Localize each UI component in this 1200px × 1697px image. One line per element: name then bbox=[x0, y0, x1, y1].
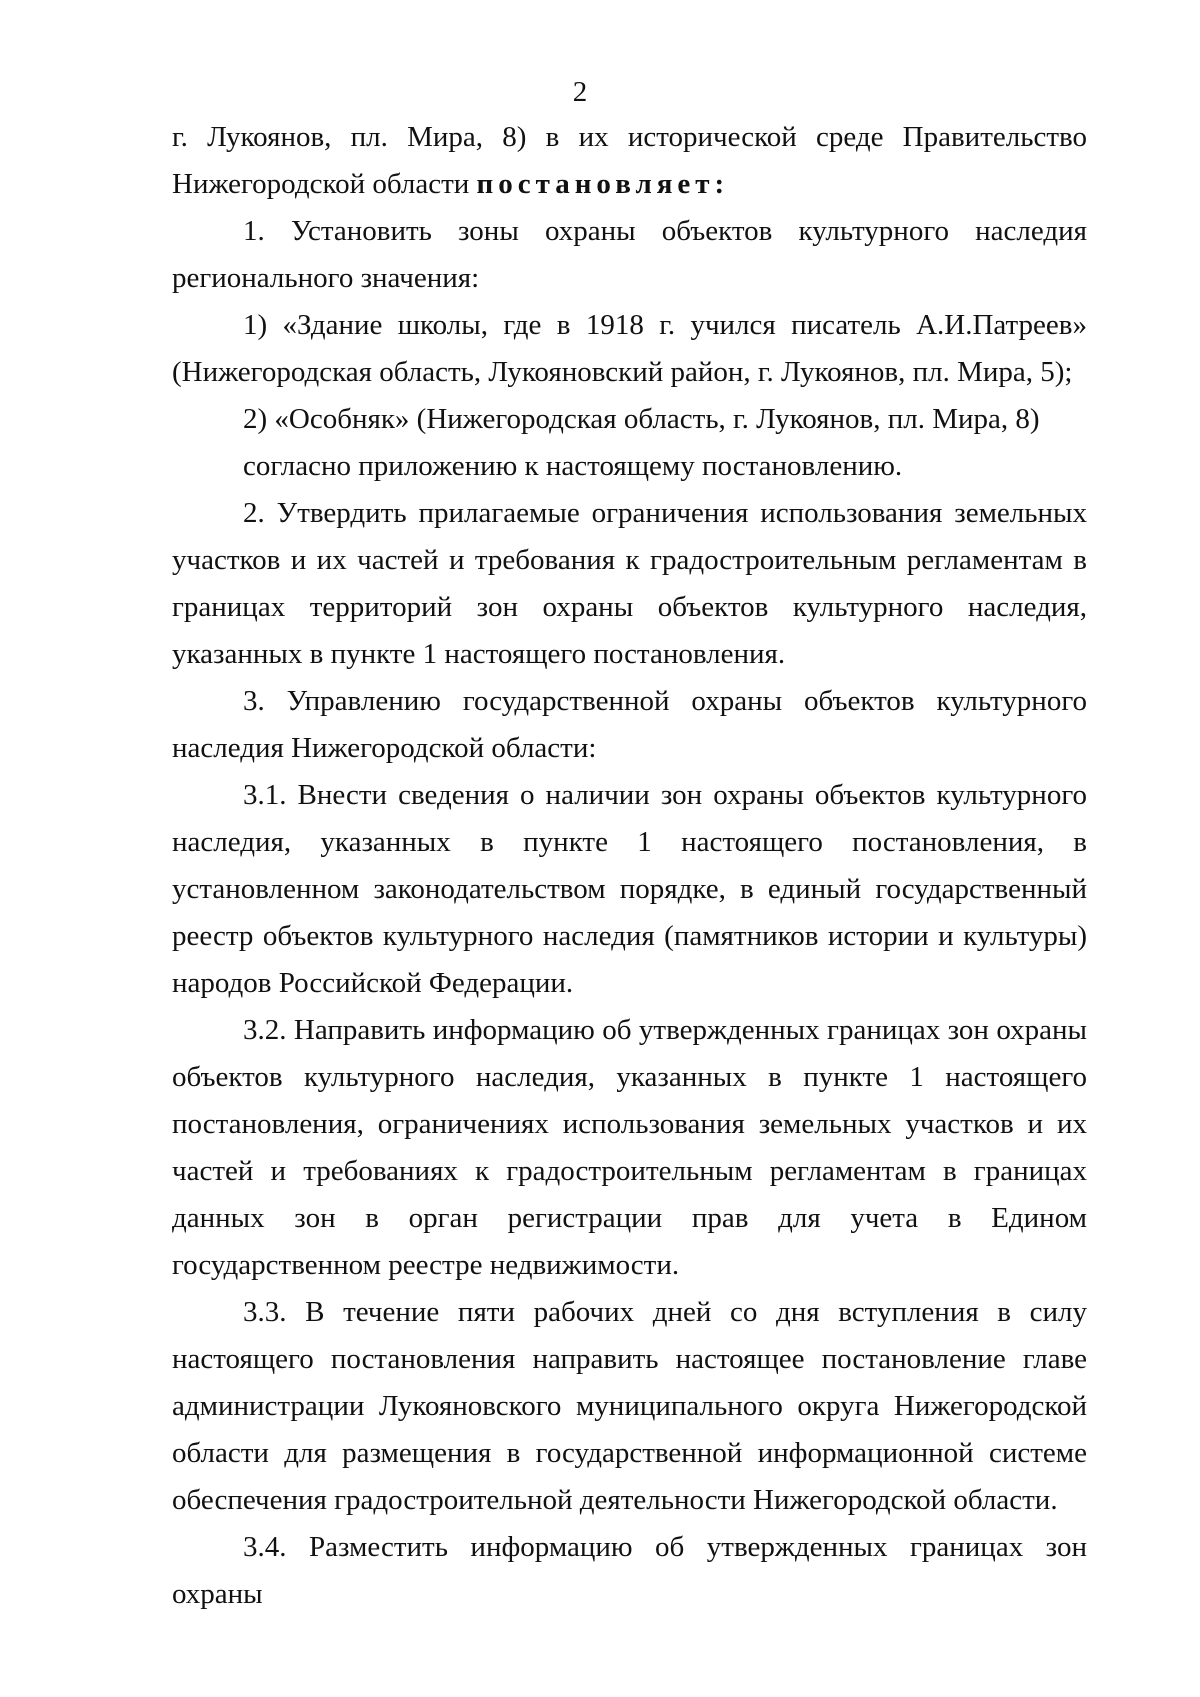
paragraph-1: 1. Установить зоны охраны объектов культурного наследия регионального значения: bbox=[172, 215, 1087, 294]
paragraph-3-2: 3.2. Направить информацию об утвержденных границах зон охраны объектов культурного наследия, указанных в пункте 1 настоящего постановления, ограничениях использования земельных участков и их частей и требованиях к градостроительным регламентам в границах данных зон в орган регистрации прав для учета в Едином государственном реестре недвижимости. bbox=[172, 1014, 1087, 1281]
intro-paragraph bbox=[172, 114, 1087, 208]
intro-text: г. Лукоянов, пл. Мира, 8) в их исторической среде Правительство Нижегородской области bbox=[172, 121, 1087, 200]
paragraph-3: 3. Управлению государственной охраны объектов культурного наследия Нижегородской области: bbox=[172, 685, 1087, 764]
resolution-keyword: постановляет: bbox=[476, 168, 730, 200]
paragraph-3-3: 3.3. В течение пяти рабочих дней со дня вступления в силу настоящего постановления направить настоящее постановление главе администрации Лукояновского муниципального округа Нижегородской области для размещения в государственной информационной системе обеспечения градостроительной деятельности Нижегородской области. bbox=[172, 1296, 1087, 1516]
paragraph-3-4: 3.4. Разместить информацию об утвержденных границах зон охраны bbox=[172, 1531, 1087, 1610]
paragraph-1-item-2: 2) «Особняк» (Нижегородская область, г. Лукоянов, пл. Мира, 8) bbox=[243, 403, 1040, 435]
document-body bbox=[172, 114, 1087, 1618]
paragraph-1-note: согласно приложению к настоящему постановлению. bbox=[243, 450, 903, 482]
paragraph-3-1: 3.1. Внести сведения о наличии зон охраны объектов культурного наследия, указанных в пункте 1 настоящего постановления, в установленном законодательством порядке, в единый государственный реестр объектов культурного наследия (памятников истории и культуры) народов Российской Федерации. bbox=[172, 779, 1087, 999]
page-number: 2 bbox=[572, 76, 588, 108]
paragraph-2: 2. Утвердить прилагаемые ограничения использования земельных участков и их частей и требования к градостроительным регламентам в границах территорий зон охраны объектов культурного наследия, указанных в пункте 1 настоящего постановления. bbox=[172, 497, 1087, 670]
paragraph-1-item-1: 1) «Здание школы, где в 1918 г. учился писатель А.И.Патреев» (Нижегородская область, Лукояновский район, г. Лукоянов, пл. Мира, 5); bbox=[172, 309, 1087, 388]
